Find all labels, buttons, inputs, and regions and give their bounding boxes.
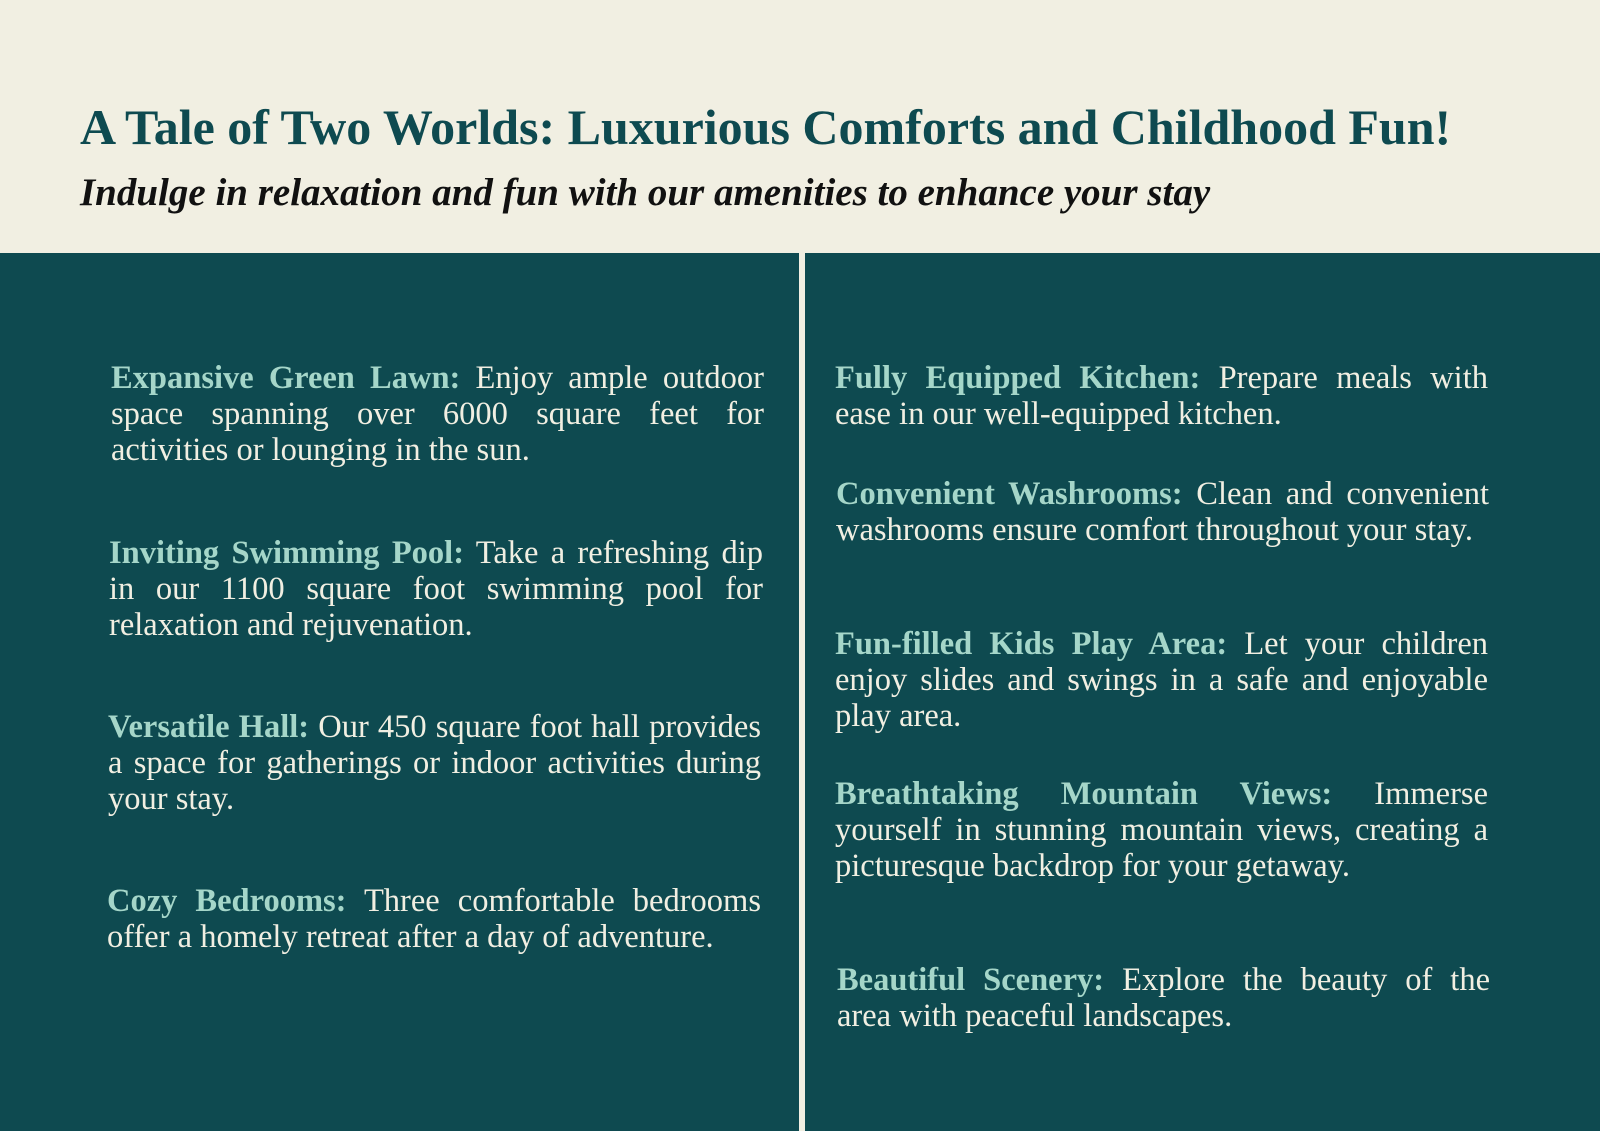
header-banner — [0, 0, 1600, 253]
amenity-term: Convenient Washrooms: — [836, 476, 1183, 512]
amenity-term: Inviting Swimming Pool: — [109, 535, 465, 571]
amenity-description: Take a refreshing dip in our 1100 square foot swimming pool for relaxation and rejuvenation. — [109, 535, 763, 643]
amenity-versatile-hall — [108, 709, 761, 817]
amenity-description: Enjoy ample outdoor space spanning over 6000 square feet for activities or lounging in the sun. — [111, 360, 764, 468]
amenity-description: Immerse yourself in stunning mountain views, creating a picturesque backdrop for your getaway. — [835, 776, 1488, 884]
column-divider — [799, 253, 805, 1131]
amenity-swimming-pool — [109, 535, 763, 643]
amenity-kids-play-area — [835, 626, 1488, 734]
amenity-description: Explore the beauty of the area with peaceful landscapes. — [837, 962, 1490, 1034]
amenity-bedrooms — [107, 883, 761, 955]
amenity-term: Breathtaking Mountain Views: — [835, 776, 1333, 812]
page-subtitle: Indulge in relaxation and fun with our amenities to enhance your stay — [80, 171, 1211, 214]
amenity-term: Cozy Bedrooms: — [107, 883, 347, 919]
amenity-kitchen — [835, 360, 1488, 432]
amenity-term: Expansive Green Lawn: — [111, 360, 461, 396]
amenity-term: Fully Equipped Kitchen: — [835, 360, 1201, 396]
amenity-green-lawn — [111, 360, 764, 468]
amenity-description: Let your children enjoy slides and swings in a safe and enjoyable play area. — [835, 626, 1488, 734]
amenity-term: Versatile Hall: — [108, 709, 310, 745]
amenity-washrooms — [836, 476, 1489, 548]
amenity-mountain-views — [835, 776, 1488, 884]
amenity-scenery — [837, 962, 1490, 1034]
amenity-term: Fun-filled Kids Play Area: — [835, 626, 1228, 662]
amenity-description: Prepare meals with ease in our well-equipped kitchen. — [835, 360, 1488, 432]
amenity-term: Beautiful Scenery: — [837, 962, 1105, 998]
amenity-description: Three comfortable bedrooms offer a homely retreat after a day of adventure. — [107, 883, 761, 955]
amenity-description: Clean and convenient washrooms ensure comfort throughout your stay. — [836, 476, 1489, 548]
page-title: A Tale of Two Worlds: Luxurious Comforts and Childhood Fun! — [80, 99, 1452, 155]
amenity-description: Our 450 square foot hall provides a space for gatherings or indoor activities during your stay. — [108, 709, 762, 817]
